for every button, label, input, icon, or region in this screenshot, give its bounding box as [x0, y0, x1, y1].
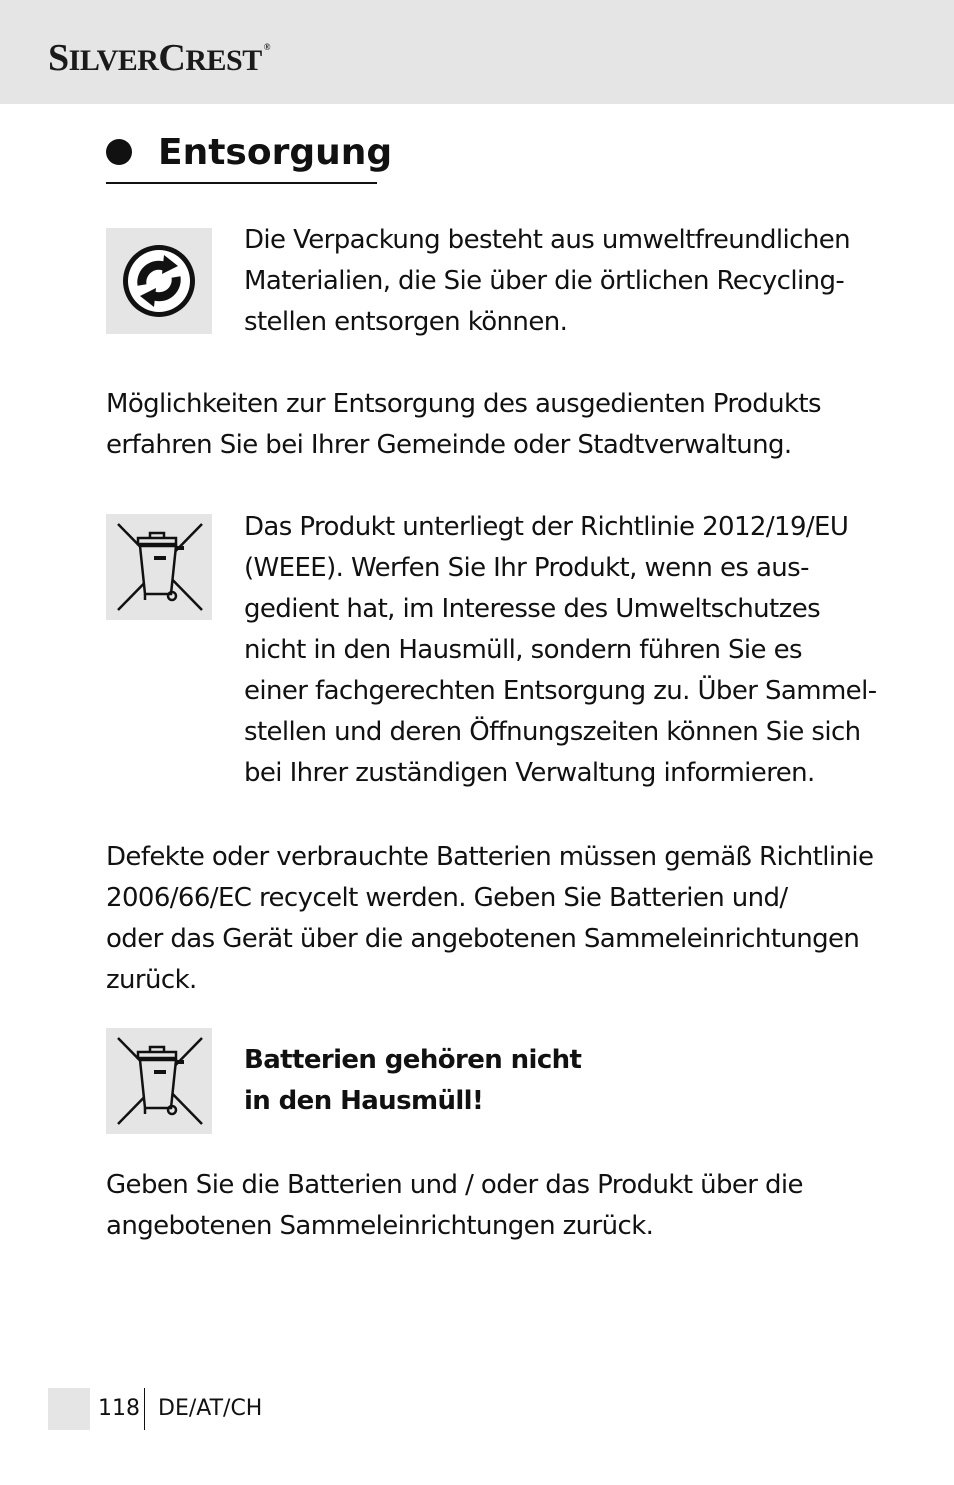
- section-title: Entsorgung: [158, 132, 393, 173]
- packaging-paragraph: Die Verpackung besteht aus umweltfreundlichen Materialien, die Sie über die örtlichen Recycling- stellen entsorgen können.: [244, 225, 850, 337]
- disposal-options-paragraph: Möglichkeiten zur Entsorgung des ausgedienten Produkts erfahren Sie bei Ihrer Gemeinde oder Stadtverwaltung.: [106, 389, 821, 460]
- recycling-icon: [106, 228, 212, 334]
- footer-marker: [48, 1388, 90, 1430]
- region-label: DE/AT/CH: [158, 1396, 263, 1421]
- footer-divider: [144, 1388, 145, 1430]
- crossed-out-bin-icon: [106, 514, 212, 620]
- crossed-out-bin-icon: [106, 1028, 212, 1134]
- bullet-icon: [106, 139, 132, 165]
- batteries-warning: Batterien gehören nicht in den Hausmüll!: [244, 1045, 582, 1116]
- page-number: 118: [98, 1396, 140, 1421]
- section-heading: [106, 128, 393, 184]
- brand-logo: SILVERCREST ®: [48, 37, 270, 79]
- header-bar: [0, 0, 954, 104]
- weee-paragraph: Das Produkt unterliegt der Richtlinie 2012/19/EU (WEEE). Werfen Sie Ihr Produkt, wenn es aus- gedient hat, im Interesse des Umweltschutzes nicht in den Hausmüll, sondern führen Sie es einer fachgerechten Entsorgung zu. Über Sammel- stellen und deren Öffnungszeiten können Sie sich bei Ihrer zuständigen Verwaltung informieren.: [244, 512, 877, 788]
- return-note-paragraph: Geben Sie die Batterien und / oder das Produkt über die angebotenen Sammeleinrichtungen zurück.: [106, 1170, 803, 1241]
- batteries-directive-paragraph: Defekte oder verbrauchte Batterien müssen gemäß Richtlinie 2006/66/EC recycelt werden. Geben Sie Batterien und/ oder das Gerät über die angebotenen Sammeleinrichtungen zurück.: [106, 842, 874, 995]
